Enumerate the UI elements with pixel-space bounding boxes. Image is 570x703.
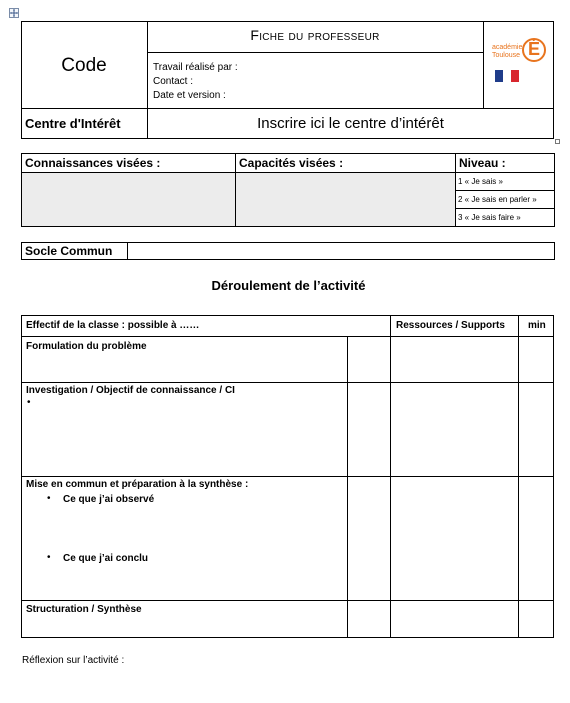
page-title: Fiche du professeur [250, 27, 380, 43]
structuration-row-label: Structuration / Synthèse [26, 604, 142, 615]
deroulement-title: Déroulement de l’activité [211, 278, 366, 293]
centre-interet-value[interactable]: Inscrire ici le centre d’intérêt [257, 115, 444, 132]
capacites-header: Capacités visées : [239, 156, 344, 170]
table-resize-handle[interactable] [555, 139, 560, 144]
niveau-level-1: 1 « Je sais » [458, 177, 503, 186]
travail-field: Travail réalisé par : [153, 62, 238, 73]
min-header: min [528, 320, 546, 331]
formulation-row-label: Formulation du problème [26, 341, 147, 352]
socle-commun-label: Socle Commun [25, 244, 113, 258]
investigation-bullet: • [27, 397, 31, 408]
french-flag-icon [495, 70, 519, 82]
conclu-bullet: • [47, 552, 51, 563]
centre-interet-label: Centre d'Intérêt [25, 116, 121, 131]
niveau-header: Niveau : [459, 156, 506, 170]
ressources-header: Ressources / Supports [396, 320, 505, 331]
observe-bullet: • [47, 493, 51, 504]
observe-item: Ce que j’ai observé [63, 494, 155, 505]
investigation-row-label: Investigation / Objectif de connaissance / CI [26, 385, 235, 396]
table-move-handle-icon[interactable] [9, 8, 19, 18]
effectif-header: Effectif de la classe : possible à …… [26, 320, 200, 331]
academie-logo: académie Toulouse É [492, 36, 548, 86]
conclu-item: Ce que j’ai conclu [63, 553, 149, 564]
reflexion-label: Réflexion sur l’activité : [22, 655, 125, 666]
niveau-level-3: 3 « Je sais faire » [458, 213, 521, 222]
date-version-field: Date et version : [153, 90, 226, 101]
niveau-level-2: 2 « Je sais en parler » [458, 195, 537, 204]
code-label: Code [61, 55, 107, 76]
connaissances-header: Connaissances visées : [25, 156, 161, 170]
mise-en-commun-row-label: Mise en commun et préparation à la synthèse : [26, 479, 249, 490]
contact-field: Contact : [153, 76, 194, 87]
